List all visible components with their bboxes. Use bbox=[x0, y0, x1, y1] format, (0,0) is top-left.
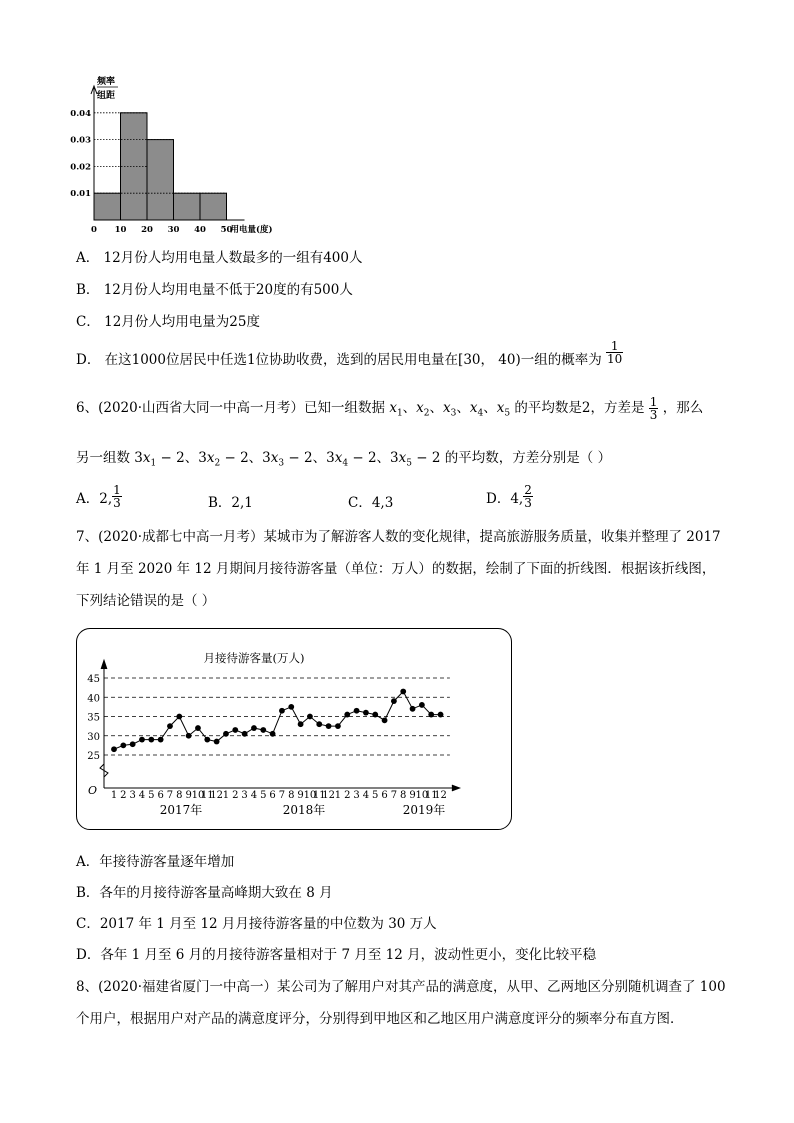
fraction-numerator: 2 bbox=[524, 483, 532, 497]
data-point bbox=[158, 737, 164, 743]
x-tick-label: 7 bbox=[278, 790, 286, 801]
x-tick-label: 3 bbox=[129, 790, 136, 801]
x-tick-label: 8 bbox=[400, 790, 407, 801]
y-axis-arrow bbox=[101, 660, 107, 669]
q6-line2 bbox=[76, 442, 724, 480]
x-tick-label: 40 bbox=[194, 225, 206, 235]
x-tick-label: 8 bbox=[288, 790, 295, 801]
data-point bbox=[186, 733, 192, 739]
data-point bbox=[419, 702, 425, 708]
q6-option-c: C．4,3 bbox=[348, 495, 394, 511]
x-tick-label: 5 bbox=[148, 790, 155, 801]
data-point bbox=[111, 746, 117, 752]
x-tick-label: 10 bbox=[114, 225, 127, 235]
x-tick-label: 4 bbox=[138, 790, 146, 801]
chart-title: 月接待游客量(万人) bbox=[203, 651, 305, 665]
y-tick-label: 30 bbox=[87, 731, 100, 743]
q6-option-a-fraction bbox=[112, 484, 122, 509]
data-point bbox=[120, 742, 126, 748]
data-point bbox=[316, 721, 322, 727]
q5-option-a: A． 12月份人均用电量人数最多的一组有400人 bbox=[76, 250, 363, 266]
q7-option-d: D．各年 1 月至 6 月的月接待游客量相对于 7 月至 12 月，波动性更小，变化比较平稳 bbox=[76, 947, 597, 963]
x-tick-label: 12 bbox=[210, 790, 223, 801]
x-tick-label: 10 bbox=[191, 790, 205, 801]
x-tick-label: 1 bbox=[222, 790, 230, 801]
q6-text-4: 另一组数 bbox=[76, 450, 130, 466]
histogram-bar bbox=[147, 140, 174, 220]
data-point bbox=[148, 737, 154, 743]
q6-text-3: ，那么 bbox=[662, 400, 704, 416]
fraction-denominator: 3 bbox=[649, 408, 658, 422]
fraction-numerator: 1 bbox=[649, 395, 658, 409]
q6-text-5: 的平均数，方差分别是（ ） bbox=[444, 450, 612, 466]
data-point bbox=[260, 727, 266, 733]
x-tick-label: 6 bbox=[269, 790, 276, 801]
fraction-denominator: 3 bbox=[113, 496, 121, 510]
q7-line3: 下列结论错误的是（ ） bbox=[76, 593, 216, 609]
q6-new-data-set: $3x_1 - 2$、$3x_2 - 2$、$3x_3 - 2$、$3x_4 - 2$、$3x_5 - 2$ bbox=[134, 450, 441, 469]
x-tick-label: 11 bbox=[312, 790, 326, 801]
x-tick-label: 1 bbox=[334, 790, 342, 801]
x-tick-label: 9 bbox=[297, 790, 304, 801]
data-point bbox=[335, 723, 341, 729]
data-point bbox=[363, 710, 369, 716]
data-point bbox=[354, 708, 360, 714]
x-tick-label: 9 bbox=[185, 790, 192, 801]
x-tick-label: 20 bbox=[141, 225, 153, 235]
q6-line1 bbox=[76, 392, 724, 430]
fraction-denominator: 3 bbox=[524, 496, 532, 510]
x-tick-label: 2 bbox=[344, 790, 351, 801]
y-tick-label: 40 bbox=[87, 693, 100, 705]
x-tick-label: 0 bbox=[91, 225, 97, 235]
data-point bbox=[326, 723, 332, 729]
y-tick-label: 0.02 bbox=[70, 162, 91, 173]
x-tick-label: 12 bbox=[322, 790, 335, 801]
data-point bbox=[214, 739, 220, 745]
q8-line2: 个用户，根据用户对产品的满意度评分，分别得到甲地区和乙地区用户满意度评分的频率分布直方图． bbox=[76, 1011, 684, 1027]
line-chart bbox=[76, 628, 512, 830]
x-tick-label: 50 bbox=[220, 225, 233, 235]
x-tick-label: 10 bbox=[303, 790, 317, 801]
x-tick-label: 4 bbox=[250, 790, 258, 801]
histogram-bar bbox=[200, 193, 227, 220]
x-tick-label: 9 bbox=[409, 790, 416, 801]
histogram-bar bbox=[94, 193, 121, 220]
q6-text-1: 6、(2020·山西省大同一中高一月考）已知一组数据 bbox=[76, 400, 386, 416]
year-label: 2018年 bbox=[282, 803, 326, 817]
fraction-numerator: 1 bbox=[606, 340, 623, 353]
x-axis-arrow bbox=[452, 785, 460, 791]
x-tick-label: 11 bbox=[200, 790, 214, 801]
fraction-denominator: 10 bbox=[607, 352, 623, 366]
q7-option-b: B．各年的月接待游客量高峰期大致在 8 月 bbox=[76, 885, 333, 901]
y-label-bottom: 组距 bbox=[97, 91, 116, 101]
q8-line1: 8、(2020·福建省厦门一中高一）某公司为了解用户对其产品的满意度，从甲、乙两地区分别随机调查了 100 bbox=[76, 979, 726, 995]
data-point bbox=[288, 704, 294, 710]
data-point bbox=[428, 712, 434, 718]
y-tick-label: 35 bbox=[87, 712, 100, 724]
y-tick-label: 25 bbox=[87, 751, 100, 762]
q6-text-2: 的平均数是2，方差是 bbox=[514, 400, 645, 416]
x-tick-label: 7 bbox=[390, 790, 398, 801]
data-point bbox=[438, 712, 444, 718]
data-point bbox=[344, 712, 350, 718]
q6-option-a-text: A．2, bbox=[76, 491, 113, 507]
x-tick-label: 7 bbox=[166, 790, 174, 801]
y-tick-label: 0.01 bbox=[70, 189, 91, 200]
y-tick-label: 0.04 bbox=[70, 108, 91, 119]
data-point bbox=[130, 741, 136, 747]
q5-option-b: B． 12月份人均用电量不低于20度的有500人 bbox=[76, 282, 353, 298]
x-tick-label: 6 bbox=[381, 790, 388, 801]
data-point bbox=[298, 721, 304, 727]
data-point bbox=[242, 731, 248, 737]
data-point bbox=[270, 731, 276, 737]
data-point bbox=[176, 714, 182, 720]
year-label: 2019年 bbox=[402, 803, 446, 817]
q7-line2: 年 1 月至 2020 年 12 月期间月接待游客量（单位：万人）的数据，绘制了下面的折线图．根据该折线图， bbox=[76, 561, 716, 577]
x-tick-label: 3 bbox=[353, 790, 360, 801]
q5-option-d-text: D． 在这1000位居民中任选1位协助收费，选到的居民用电量在[30， 40)一组的概率为 bbox=[76, 352, 602, 368]
histogram-bar bbox=[174, 193, 201, 220]
fraction-numerator: 1 bbox=[113, 483, 121, 497]
data-point bbox=[223, 731, 229, 737]
q7-option-c: C．2017 年 1 月至 12 月月接待游客量的中位数为 30 万人 bbox=[76, 916, 437, 932]
data-point bbox=[139, 737, 145, 743]
data-point bbox=[232, 727, 238, 733]
x-tick-label: 5 bbox=[260, 790, 267, 801]
x-tick-label: 6 bbox=[157, 790, 164, 801]
x-tick-label: 30 bbox=[167, 225, 180, 235]
histogram-chart bbox=[70, 74, 310, 236]
data-point bbox=[307, 714, 313, 720]
q6-option-b: B．2,1 bbox=[208, 495, 253, 511]
x-tick-label: 2 bbox=[120, 790, 127, 801]
data-point bbox=[410, 706, 416, 712]
data-point bbox=[204, 737, 210, 743]
x-tick-label: 11 bbox=[424, 790, 438, 801]
data-point bbox=[400, 689, 406, 695]
y-tick-label: 0.03 bbox=[70, 135, 91, 146]
q7-option-a: A．年接待游客量逐年增加 bbox=[76, 854, 235, 870]
q6-option-d bbox=[486, 483, 533, 512]
data-point bbox=[372, 712, 378, 718]
x-tick-label: 10 bbox=[415, 790, 429, 801]
q5-option-c: C． 12月份人均用电量为25度 bbox=[76, 314, 260, 330]
x-tick-label: 1 bbox=[110, 790, 118, 801]
x-tick-label: 2 bbox=[232, 790, 239, 801]
q6-variance-fraction bbox=[649, 396, 659, 421]
q6-data-set: $x_1$、$x_2$、$x_3$、$x_4$、$x_5$ bbox=[389, 400, 511, 419]
origin-label: O bbox=[88, 784, 98, 797]
q7-line1: 7、(2020·成都七中高一月考）某城市为了解游客人数的变化规律，提高旅游服务质量，收集并整理了 2017 bbox=[76, 529, 721, 545]
x-tick-label: 5 bbox=[372, 790, 379, 801]
data-point bbox=[251, 725, 257, 731]
q6-option-d-text: D．4, bbox=[486, 491, 524, 507]
data-point bbox=[279, 708, 285, 714]
year-label: 2017年 bbox=[159, 803, 203, 817]
x-tick-label: 8 bbox=[176, 790, 183, 801]
y-tick-label: 45 bbox=[87, 674, 100, 685]
y-label-top: 频率 bbox=[97, 77, 116, 87]
q6-option-a bbox=[76, 483, 122, 512]
q5-option-d bbox=[76, 339, 623, 373]
data-point bbox=[382, 717, 388, 723]
x-tick-label: 3 bbox=[241, 790, 248, 801]
q5-option-d-fraction bbox=[606, 340, 623, 365]
x-axis-label: 用电量(度) bbox=[230, 225, 273, 235]
q6-option-d-fraction bbox=[523, 484, 533, 509]
data-point bbox=[195, 725, 201, 731]
x-tick-label: 4 bbox=[362, 790, 370, 801]
x-tick-label: 12 bbox=[434, 790, 447, 801]
data-point bbox=[167, 723, 173, 729]
data-point bbox=[391, 698, 397, 704]
